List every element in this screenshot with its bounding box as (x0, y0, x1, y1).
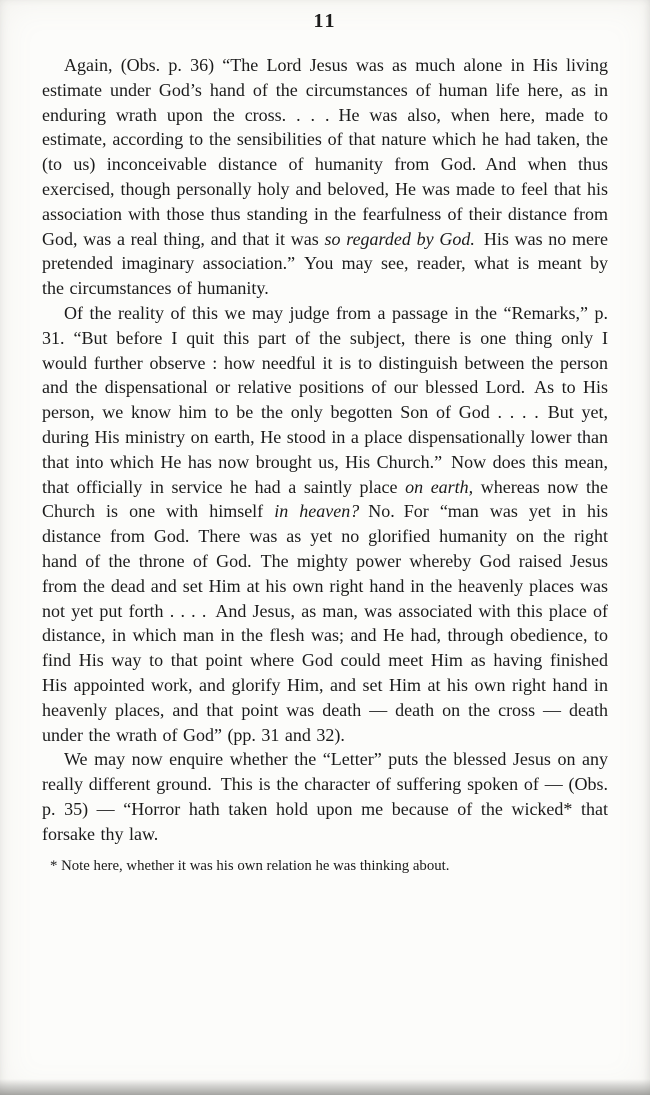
text-run: His was no mere pretended imaginary association.” You may see, reader, what is meant by the circumstances of humanity. (42, 228, 608, 299)
footnote (42, 856, 608, 876)
italic-text-run: on earth, (405, 476, 474, 497)
italic-text-run: in heaven? (274, 501, 360, 522)
paragraph (42, 53, 608, 301)
text-run: whereas now the Church is one with himself (42, 476, 608, 522)
paragraph (42, 747, 608, 846)
text-run: * Note here, whether it was his own relation he was thinking about. (50, 857, 450, 874)
text-run: No. For “man was yet in his distance from God. There was as yet no glorified humanity on the right hand of the throne of God. The mighty power whereby God raised Jesus from the dead and set Him at his own right hand in the heavenly places was not yet put forth . . . . And Jesus, as man, was associated with this place of distance, in which man in the flesh was; and He had, through obedience, to find His way to that point where God could meet Him as having finished His appointed work, and glorify Him, and set Him at his own right hand in heavenly places, and that point was death — death on the cross — death under the wrath of God” (pp. 31 and 32). (42, 501, 608, 745)
text-run: Of the reality of this we may judge from a passage in the “Remarks,” p. 31. “But before I quit this part of the subject, there is one thing only I would further observe : how needful it is to distinguish between the person and the dispensational or relative positions of our blessed Lord. As to His person, we know him to be the only begotten Son of God . . . . But yet, during His ministry on earth, He stood in a place dispensationally lower than that into which He has now brought us, His Church.” Now does this mean, that officially in service he had a saintly place (42, 302, 608, 497)
page-number: 11 (313, 10, 337, 32)
body-text (42, 53, 608, 847)
scan-edge-bottom (0, 1079, 650, 1095)
text-run: Again, (Obs. p. 36) “The Lord Jesus was as much alone in His living estimate under God’s hand of the circumstances of human life here, as in enduring wrath upon the cross. . . . He was also, when here, made to estimate, according to the sensibilities of that nature which he had taken, the (to us) inconceivable distance of humanity from God. And when thus exercised, though personally holy and beloved, He was made to feel that his association with those thus standing in the fearfulness of their distance from God, was a real thing, and that it was (42, 55, 608, 249)
text-run: We may now enquire whether the “Letter” puts the blessed Jesus on any really different ground. This is the character of suffering spoken of — (Obs. p. 35) — “Horror hath taken hold upon me because of the wicked* that forsake thy law. (42, 749, 608, 844)
italic-text-run: so regarded by God. (324, 228, 475, 249)
paragraph (42, 301, 608, 747)
footnote-text (50, 858, 449, 874)
